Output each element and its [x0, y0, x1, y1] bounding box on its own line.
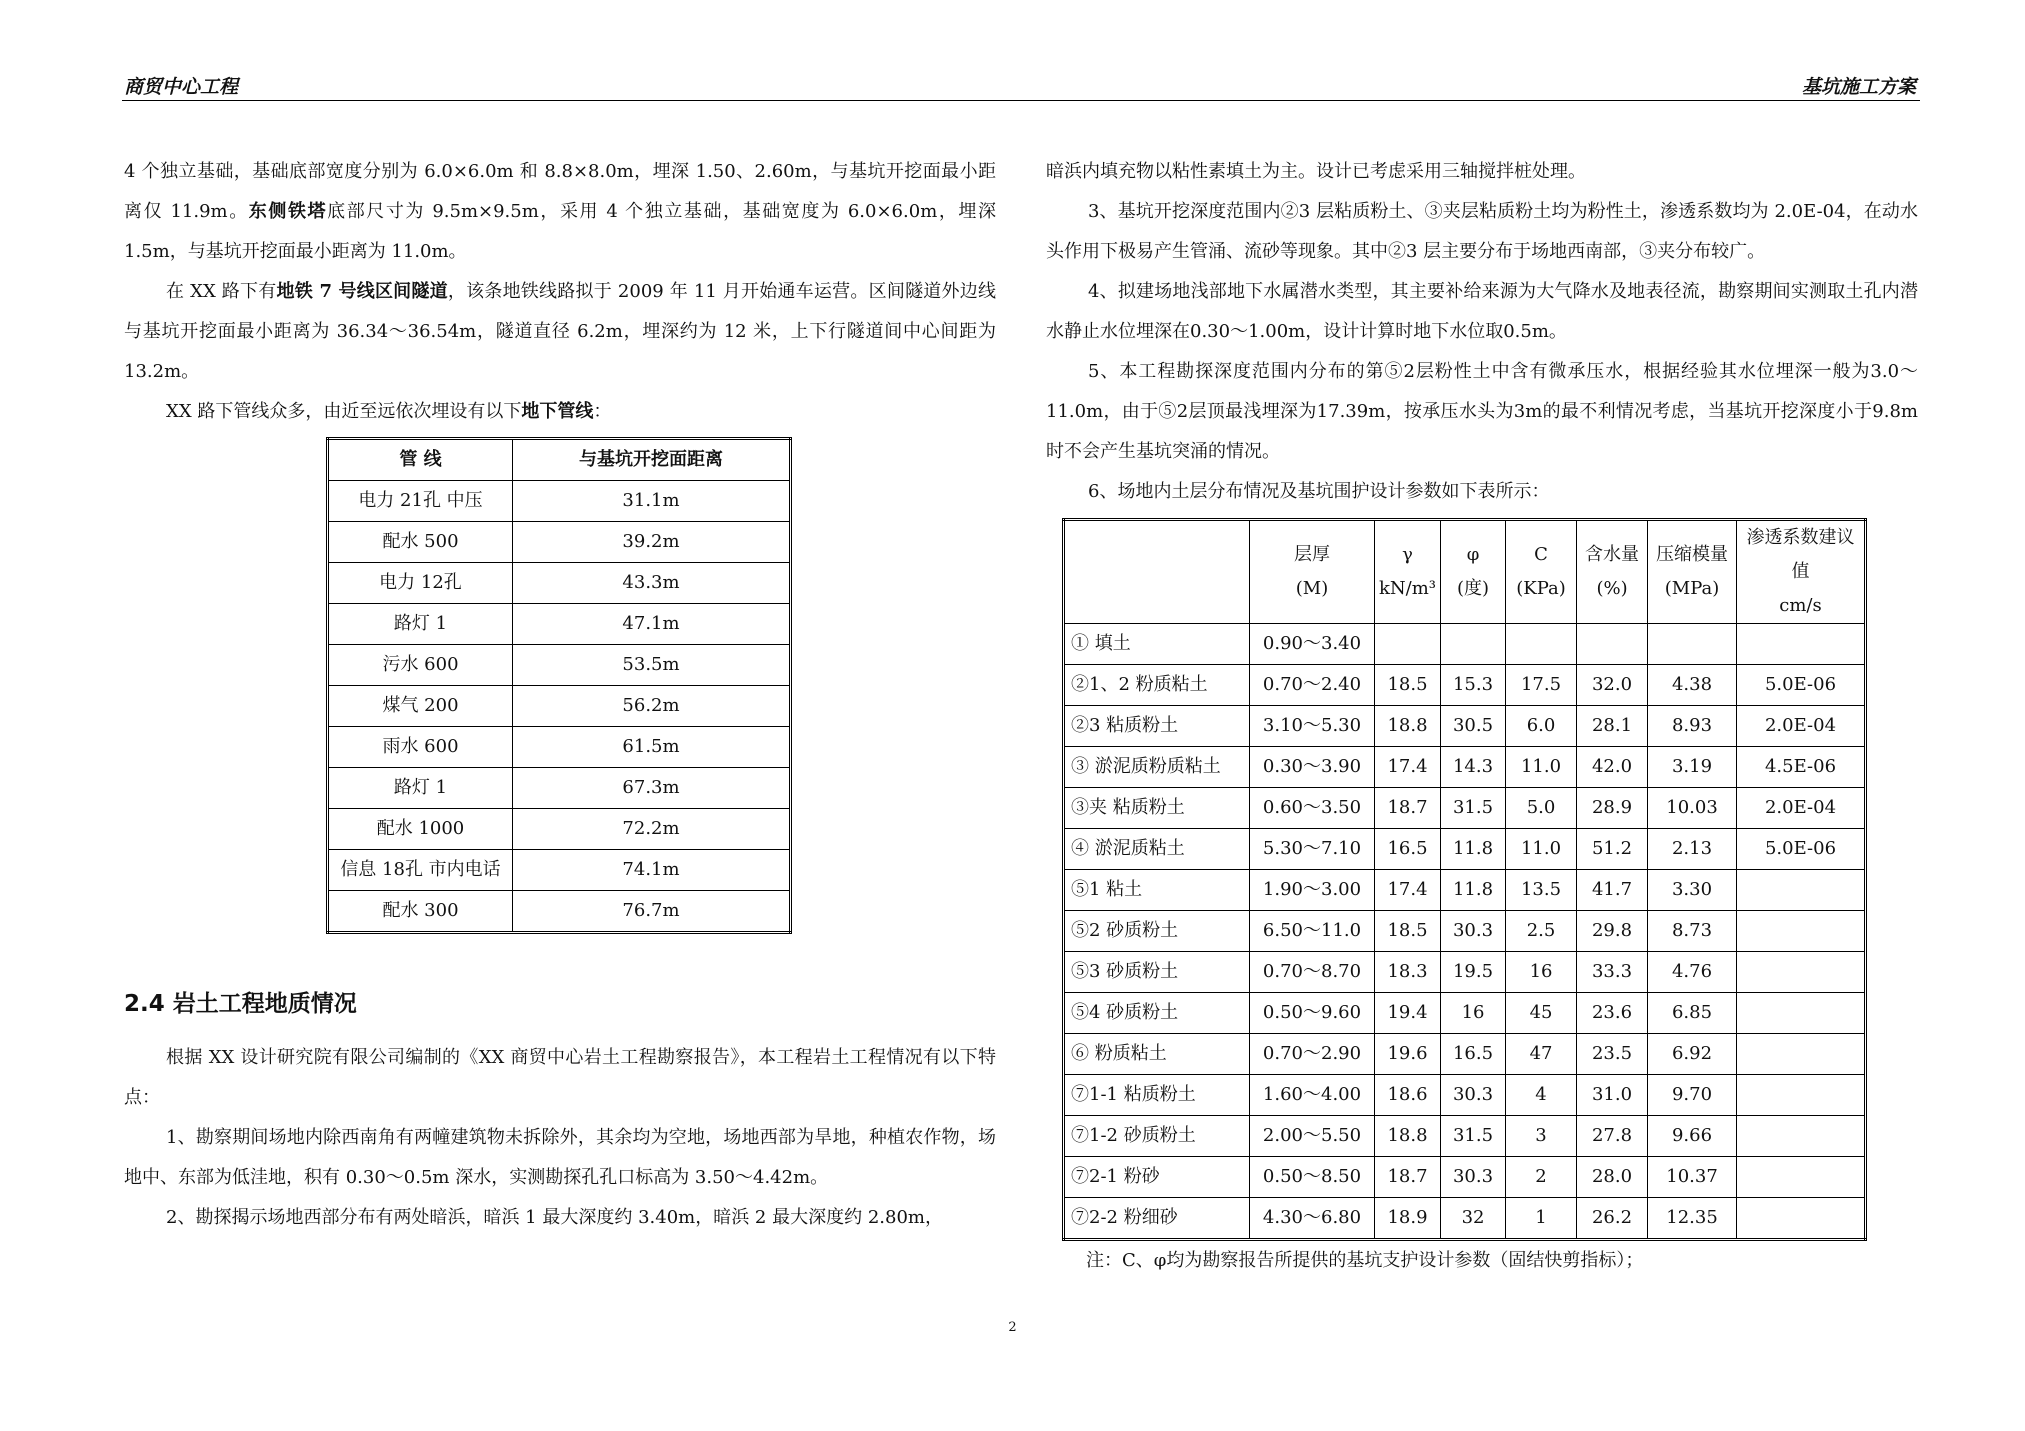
table-cell: 18.7 — [1375, 1157, 1441, 1198]
soil-parameter-table — [1062, 518, 1867, 1241]
table-cell — [1737, 1075, 1866, 1116]
table-cell: 18.8 — [1375, 706, 1441, 747]
table-cell: 6.0 — [1506, 706, 1577, 747]
table-header-cell — [1064, 520, 1250, 624]
table-cell: 配水 1000 — [328, 809, 513, 850]
table-cell: 2.13 — [1648, 829, 1737, 870]
header-line: (KPa) — [1516, 578, 1566, 599]
table-cell: ⑤2 砂质粉土 — [1064, 911, 1250, 952]
table-header-cell — [1737, 520, 1866, 624]
table-cell: 31.1m — [513, 481, 791, 522]
paragraph-item-1: 1、勘察期间场地内除西南角有两幢建筑物未拆除外，其余均为空地，场地西部为旱地，种植农作物，场地中、东部为低洼地，积有 0.30～0.5m 深水，实测勘探孔孔口标高为 3.50～4.42m。 — [124, 1127, 996, 1188]
table-cell: ③夹 粘质粉土 — [1064, 788, 1250, 829]
table-row — [328, 563, 791, 604]
table-cell — [1441, 624, 1506, 665]
table-cell: 23.6 — [1577, 993, 1648, 1034]
table-cell — [1737, 870, 1866, 911]
table-cell: 电力 12孔 — [328, 563, 513, 604]
table-row — [1064, 829, 1866, 870]
table-row — [1064, 952, 1866, 993]
table-cell: ⑤4 砂质粉土 — [1064, 993, 1250, 1034]
table-cell: ① 填土 — [1064, 624, 1250, 665]
table-cell: 4.76 — [1648, 952, 1737, 993]
table-row — [1064, 1116, 1866, 1157]
table-cell: 47.1m — [513, 604, 791, 645]
table-cell: 30.5 — [1441, 706, 1506, 747]
table-cell: 28.9 — [1577, 788, 1648, 829]
table-cell: ⑤3 砂质粉土 — [1064, 952, 1250, 993]
table-cell: 26.2 — [1577, 1198, 1648, 1240]
table-cell: 30.3 — [1441, 1157, 1506, 1198]
table-cell: 4.38 — [1648, 665, 1737, 706]
table-cell: 雨水 600 — [328, 727, 513, 768]
header-line: (M) — [1295, 578, 1329, 599]
header-line: (度) — [1456, 578, 1490, 599]
table-cell: 19.5 — [1441, 952, 1506, 993]
table-cell: 51.2 — [1577, 829, 1648, 870]
table-cell: 18.3 — [1375, 952, 1441, 993]
table-cell: 2.0E-04 — [1737, 706, 1866, 747]
table-cell: 2.5 — [1506, 911, 1577, 952]
header-line: cm/s — [1779, 595, 1822, 616]
table-cell: 11.8 — [1441, 829, 1506, 870]
table-row — [1064, 870, 1866, 911]
table-cell: 2.00～5.50 — [1250, 1116, 1375, 1157]
table-cell — [1737, 624, 1866, 665]
paragraph-pipelines — [124, 392, 996, 432]
table-cell — [1577, 624, 1648, 665]
table-cell — [1737, 1116, 1866, 1157]
header-line: φ — [1466, 544, 1480, 565]
table-row — [1064, 747, 1866, 788]
header-line: 含水量 — [1585, 544, 1640, 565]
header-line: kN/m³ — [1379, 578, 1437, 599]
table-cell: 72.2m — [513, 809, 791, 850]
table-cell: 16.5 — [1441, 1034, 1506, 1075]
table-cell: 11.0 — [1506, 747, 1577, 788]
table-cell: 30.3 — [1441, 911, 1506, 952]
table-cell: ⑤1 粘土 — [1064, 870, 1250, 911]
table-cell: 31.0 — [1577, 1075, 1648, 1116]
section-heading: 2.4 岩土工程地质情况 — [124, 991, 357, 1017]
table-cell: 3.10～5.30 — [1250, 706, 1375, 747]
table-row — [1064, 1075, 1866, 1116]
table-cell: ⑦1-1 粘质粉土 — [1064, 1075, 1250, 1116]
table-header-cell — [1648, 520, 1737, 624]
header-line: γ — [1402, 544, 1413, 565]
table-cell: 路灯 1 — [328, 604, 513, 645]
table-cell: 11.0 — [1506, 829, 1577, 870]
table-cell: 45 — [1506, 993, 1577, 1034]
table-cell: 信息 18孔 市内电话 — [328, 850, 513, 891]
table-cell: 路灯 1 — [328, 768, 513, 809]
table-cell: 0.50～8.50 — [1250, 1157, 1375, 1198]
table-header-row — [1064, 520, 1866, 624]
table-row — [1064, 993, 1866, 1034]
table-cell: 27.8 — [1577, 1116, 1648, 1157]
table-cell — [1737, 1157, 1866, 1198]
table-cell: 28.1 — [1577, 706, 1648, 747]
table-row — [1064, 665, 1866, 706]
table-cell: 6.50～11.0 — [1250, 911, 1375, 952]
table-cell: 4 — [1506, 1075, 1577, 1116]
table-cell: 18.7 — [1375, 788, 1441, 829]
left-column — [124, 152, 996, 1238]
table-cell: 0.30～3.90 — [1250, 747, 1375, 788]
table-cell: 配水 500 — [328, 522, 513, 563]
header-line: 压缩模量 — [1656, 544, 1729, 565]
table-row — [1064, 1034, 1866, 1075]
header-left-title: 商贸中心工程 — [124, 76, 239, 98]
table-cell: 9.70 — [1648, 1075, 1737, 1116]
table-row — [1064, 624, 1866, 665]
header-line: 层厚 — [1294, 544, 1330, 565]
table-cell: 23.5 — [1577, 1034, 1648, 1075]
paragraph-metro — [124, 272, 996, 392]
table-cell: 5.30～7.10 — [1250, 829, 1375, 870]
header-rule — [122, 100, 1920, 101]
table-row — [1064, 1198, 1866, 1240]
table-cell: 61.5m — [513, 727, 791, 768]
table-cell: 8.93 — [1648, 706, 1737, 747]
table-cell: 煤气 200 — [328, 686, 513, 727]
table-cell: 电力 21孔 中压 — [328, 481, 513, 522]
paragraph-item-4: 4、拟建场地浅部地下水属潜水类型，其主要补给来源为大气降水及地表径流，勘察期间实测取土孔内潜水静止水位埋深在0.30～1.00m，设计计算时地下水位取0.5m。 — [1046, 281, 1918, 342]
table-cell: 1.60～4.00 — [1250, 1075, 1375, 1116]
text: 在 XX 路下有 — [166, 281, 277, 302]
table-cell: 4.5E-06 — [1737, 747, 1866, 788]
table-header-cell — [1577, 520, 1648, 624]
table-row — [328, 809, 791, 850]
table-cell: 16.5 — [1375, 829, 1441, 870]
table-header-row — [328, 439, 791, 481]
table-cell: 5.0E-06 — [1737, 829, 1866, 870]
table-header-cell — [1375, 520, 1441, 624]
table-cell: 11.8 — [1441, 870, 1506, 911]
table-cell: 0.70～2.40 — [1250, 665, 1375, 706]
table-cell: 0.70～2.90 — [1250, 1034, 1375, 1075]
table-cell: 17.5 — [1506, 665, 1577, 706]
right-column — [1046, 152, 1918, 1281]
table-cell: ②1、2 粉质粘土 — [1064, 665, 1250, 706]
table-cell: 30.3 — [1441, 1075, 1506, 1116]
text: 底部尺寸为 9.5m×9.5m，采用 4 个独立基础，基础宽度为 6.0×6.0m，埋深 1.5m，与基坑开挖面最小距离为 11.0m。 — [124, 201, 996, 262]
paragraph-item-5: 5、本工程勘探深度范围内分布的第⑤2层粉性土中含有微承压水，根据经验其水位埋深一般为3.0～11.0m，由于⑤2层顶最浅埋深为17.39m，按承压水头为3m的最不利情况考虑，当基坑开挖深度小于9.8m时不会产生基坑突涌的情况。 — [1046, 361, 1918, 462]
table-cell: 43.3m — [513, 563, 791, 604]
table-cell: 32 — [1441, 1198, 1506, 1240]
table-cell: 5.0 — [1506, 788, 1577, 829]
table-header-cell: 管 线 — [328, 439, 513, 481]
bold-text: 地铁 7 号线区间隧道 — [276, 281, 448, 302]
table-cell: ④ 淤泥质粘土 — [1064, 829, 1250, 870]
paragraph-continued: 暗浜内填充物以粘性素填土为主。设计已考虑采用三轴搅拌桩处理。 — [1046, 161, 1586, 182]
table-cell — [1737, 1198, 1866, 1240]
table-header-cell — [1441, 520, 1506, 624]
table-cell: 53.5m — [513, 645, 791, 686]
table-header-cell: 与基坑开挖面距离 — [513, 439, 791, 481]
table-cell: 41.7 — [1577, 870, 1648, 911]
table-cell: 29.8 — [1577, 911, 1648, 952]
table-header-cell — [1506, 520, 1577, 624]
table-cell — [1506, 624, 1577, 665]
table-cell: 74.1m — [513, 850, 791, 891]
table-row — [328, 686, 791, 727]
table-cell: 0.50～9.60 — [1250, 993, 1375, 1034]
table-row — [328, 604, 791, 645]
table-cell: 18.8 — [1375, 1116, 1441, 1157]
table-cell: 14.3 — [1441, 747, 1506, 788]
table-cell: 18.9 — [1375, 1198, 1441, 1240]
paragraph-report: 根据 XX 设计研究院有限公司编制的《XX 商贸中心岩土工程勘察报告》，本工程岩土工程情况有以下特点： — [124, 1047, 996, 1108]
table-cell: 31.5 — [1441, 1116, 1506, 1157]
table-row — [328, 481, 791, 522]
text: XX 路下管线众多，由近至远依次埋设有以下 — [166, 401, 522, 422]
pipeline-table — [326, 437, 792, 934]
table-cell: 10.37 — [1648, 1157, 1737, 1198]
table-cell: 16 — [1441, 993, 1506, 1034]
table-cell: 3.19 — [1648, 747, 1737, 788]
soil-table-body — [1064, 624, 1866, 1240]
table-cell — [1375, 624, 1441, 665]
table-cell — [1737, 993, 1866, 1034]
header-line: 渗透系数建议值 — [1746, 527, 1855, 582]
table-cell: 33.3 — [1577, 952, 1648, 993]
table-cell: ③ 淤泥质粉质粘土 — [1064, 747, 1250, 788]
table-row — [1064, 788, 1866, 829]
table-cell: ⑦2-1 粉砂 — [1064, 1157, 1250, 1198]
table-row — [328, 891, 791, 933]
header-line: (MPa) — [1664, 578, 1720, 599]
table-cell: 12.35 — [1648, 1198, 1737, 1240]
table-cell — [1737, 1034, 1866, 1075]
table-cell: 39.2m — [513, 522, 791, 563]
table-cell: 配水 300 — [328, 891, 513, 933]
paragraph-item-6: 6、场地内土层分布情况及基坑围护设计参数如下表所示： — [1088, 481, 1550, 502]
table-note: 注：C、φ均为勘察报告所提供的基坑支护设计参数（固结快剪指标）； — [1086, 1250, 1644, 1271]
table-cell: 10.03 — [1648, 788, 1737, 829]
table-cell: 31.5 — [1441, 788, 1506, 829]
table-cell: 3 — [1506, 1116, 1577, 1157]
table-cell: 19.4 — [1375, 993, 1441, 1034]
table-cell: 1.90～3.00 — [1250, 870, 1375, 911]
table-cell: 0.90～3.40 — [1250, 624, 1375, 665]
table-cell: 17.4 — [1375, 747, 1441, 788]
table-cell: 1 — [1506, 1198, 1577, 1240]
table-cell: 17.4 — [1375, 870, 1441, 911]
table-row — [1064, 706, 1866, 747]
paragraph-item-3: 3、基坑开挖深度范围内②3 层粘质粉土、③夹层粘质粉土均为粉性土，渗透系数均为 2.0E-04，在动水头作用下极易产生管涌、流砂等现象。其中②3 层主要分布于场地西南部，③夹分布较广。 — [1046, 201, 1918, 262]
table-cell: 67.3m — [513, 768, 791, 809]
bold-text: 地下管线 — [521, 401, 594, 422]
table-cell: 6.85 — [1648, 993, 1737, 1034]
table-cell: 2.0E-04 — [1737, 788, 1866, 829]
table-cell: 6.92 — [1648, 1034, 1737, 1075]
page-number: 2 — [1008, 1320, 1017, 1335]
table-cell: 19.6 — [1375, 1034, 1441, 1075]
table-cell — [1737, 952, 1866, 993]
table-cell: 3.30 — [1648, 870, 1737, 911]
table-row — [328, 850, 791, 891]
table-cell — [1737, 911, 1866, 952]
table-row — [328, 768, 791, 809]
table-cell: 4.30～6.80 — [1250, 1198, 1375, 1240]
table-cell: ⑦1-2 砂质粉土 — [1064, 1116, 1250, 1157]
text: ，该条地铁线路拟于 2009 年 11 月开始通车运营。区间隧道外边线与基坑开挖面最小距离为 36.34～36.54m，隧道直径 6.2m，埋深约为 12 米，上下行隧道间中心间距为 13.2m。 — [124, 281, 996, 382]
table-cell: 2 — [1506, 1157, 1577, 1198]
table-cell: 47 — [1506, 1034, 1577, 1075]
text: 4 个独立基础，基础底部宽度分别为 6.0×6.0m 和 8.8×8.0m，埋深 1.50、2.60m，与基坑开挖面最小距离仅 11.9m。 — [124, 161, 996, 222]
table-cell: 15.3 — [1441, 665, 1506, 706]
table-cell: 18.5 — [1375, 665, 1441, 706]
table-cell: 76.7m — [513, 891, 791, 933]
table-cell: 16 — [1506, 952, 1577, 993]
bold-text: 东侧铁塔 — [248, 201, 328, 222]
table-cell — [1648, 624, 1737, 665]
table-cell: 9.66 — [1648, 1116, 1737, 1157]
table-row — [328, 727, 791, 768]
table-row — [328, 522, 791, 563]
header-right-title: 基坑施工方案 — [1801, 76, 1916, 98]
paragraph-foundation — [124, 152, 996, 272]
table-row — [1064, 911, 1866, 952]
table-cell: 13.5 — [1506, 870, 1577, 911]
table-cell: 18.5 — [1375, 911, 1441, 952]
header-line: (%) — [1596, 578, 1628, 599]
text: ： — [593, 401, 612, 422]
table-cell: 污水 600 — [328, 645, 513, 686]
table-cell: 0.60～3.50 — [1250, 788, 1375, 829]
table-cell: 18.6 — [1375, 1075, 1441, 1116]
table-cell: 32.0 — [1577, 665, 1648, 706]
table-cell: ②3 粘质粉土 — [1064, 706, 1250, 747]
table-cell: ⑦2-2 粉细砂 — [1064, 1198, 1250, 1240]
table-cell: ⑥ 粉质粘土 — [1064, 1034, 1250, 1075]
table-header-cell — [1250, 520, 1375, 624]
table-cell: 8.73 — [1648, 911, 1737, 952]
table-cell: 28.0 — [1577, 1157, 1648, 1198]
paragraph-item-2: 2、勘探揭示场地西部分布有两处暗浜，暗浜 1 最大深度约 3.40m，暗浜 2 最大深度约 2.80m， — [166, 1207, 943, 1228]
header-line: C — [1534, 544, 1548, 565]
table-row — [1064, 1157, 1866, 1198]
table-cell: 56.2m — [513, 686, 791, 727]
table-row — [328, 645, 791, 686]
table-cell: 5.0E-06 — [1737, 665, 1866, 706]
table-cell: 42.0 — [1577, 747, 1648, 788]
table-cell: 0.70～8.70 — [1250, 952, 1375, 993]
